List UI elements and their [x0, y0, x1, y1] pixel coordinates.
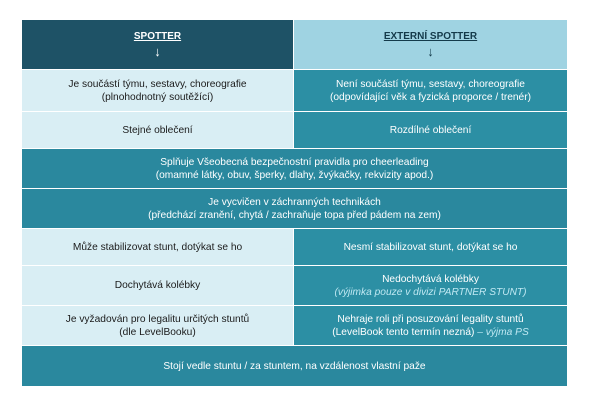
shared-cell — [22, 189, 567, 228]
header-row — [22, 20, 567, 70]
cell-text: (omamné látky, obuv, šperky, dlahy, žvýkačky, rekvizity apod.) — [155, 169, 434, 181]
cell-text: Je vycvičen v záchranných technikách — [208, 196, 381, 208]
cell-text: Rozdílné oblečení — [389, 124, 472, 136]
cell-text: Je vyžadován pro legalitu určitých stuntů — [65, 313, 250, 325]
external-spotter-cell — [294, 229, 567, 265]
cell-text: (dle LevelBooku) — [119, 326, 196, 338]
spotter-cell — [22, 112, 294, 148]
cell-text: Nesmí stabilizovat stunt, dotýkat se ho — [343, 241, 518, 253]
cell-text: (LevelBook tento termín nezná) — [332, 326, 475, 338]
comparison-table — [22, 20, 567, 386]
cell-text: Nehraje roli při posuzování legality stuntů — [337, 313, 524, 325]
table-row — [22, 70, 567, 112]
table-row — [22, 306, 567, 346]
table-row — [22, 189, 567, 229]
external-spotter-cell — [294, 306, 567, 345]
table-row — [22, 266, 567, 306]
spotter-cell — [22, 266, 294, 305]
shared-cell — [22, 346, 567, 386]
cell-text: (odpovídající věk a fyzická proporce / trenér) — [329, 91, 531, 103]
cell-text: Stojí vedle stuntu / za stuntem, na vzdálenost vlastní paže — [163, 360, 426, 372]
table-row — [22, 346, 567, 386]
spotter-cell — [22, 70, 294, 111]
arrow-down-icon: ↓ — [427, 44, 434, 59]
cell-text-line — [332, 326, 529, 339]
cell-text: Může stabilizovat stunt, dotýkat se ho — [72, 241, 243, 253]
cell-text: Splňuje Všeobecná bezpečnostní pravidla pro cheerleading — [160, 156, 429, 168]
cell-text: (plnohodnotný soutěžící) — [101, 91, 214, 103]
spotter-cell — [22, 229, 294, 265]
external-spotter-cell — [294, 70, 567, 111]
shared-cell — [22, 149, 567, 188]
table-row — [22, 229, 567, 266]
external-spotter-cell — [294, 266, 567, 305]
header-external-spotter-label: EXTERNÍ SPOTTER — [383, 31, 478, 42]
cell-note: – výjma PS — [474, 326, 529, 338]
header-external-spotter — [294, 20, 567, 69]
header-spotter — [22, 20, 294, 69]
cell-text: Není součástí týmu, sestavy, choreografie — [336, 78, 525, 90]
table-row — [22, 112, 567, 149]
cell-text: Dochytává kolébky — [114, 280, 201, 291]
cell-text: Stejné oblečení — [122, 124, 193, 136]
arrow-down-icon: ↓ — [154, 44, 161, 59]
table-row — [22, 149, 567, 189]
cell-text: Nedochytává kolébky — [382, 273, 479, 285]
header-spotter-label: SPOTTER — [133, 31, 182, 42]
external-spotter-cell — [294, 112, 567, 148]
cell-text: (předchází zranění, chytá / zachraňuje topa před pádem na zem) — [148, 209, 441, 221]
cell-note: (výjimka pouze v divizi PARTNER STUNT) — [334, 286, 527, 298]
spotter-cell — [22, 306, 294, 345]
cell-text: Je součástí týmu, sestavy, choreografie — [68, 78, 247, 90]
